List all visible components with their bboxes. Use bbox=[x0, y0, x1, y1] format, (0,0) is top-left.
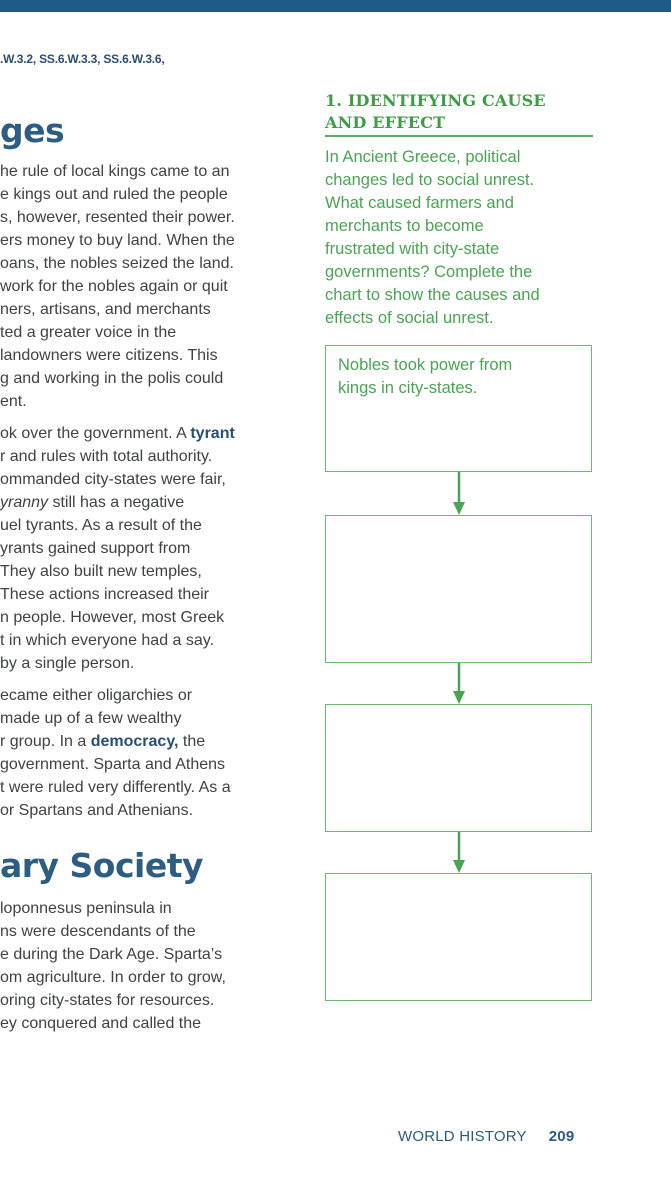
text-line: loponnesus peninsula in bbox=[0, 900, 172, 917]
vocab-term-tyrant: tyrant bbox=[190, 425, 235, 442]
prompt-line: chart to show the causes and bbox=[325, 286, 540, 304]
text-line: ent. bbox=[0, 393, 27, 410]
text-run: ok over the government. A bbox=[0, 425, 191, 442]
text-line: oans, the nobles seized the land. bbox=[0, 255, 234, 272]
text-line: yrants gained support from bbox=[0, 540, 191, 557]
body-paragraph-1 bbox=[0, 160, 292, 413]
answer-line: Nobles took power from bbox=[338, 356, 513, 374]
text-line: ey conquered and called the bbox=[0, 1015, 202, 1032]
text-line: uel tyrants. As a result of the bbox=[0, 517, 202, 534]
text-line: e kings out and ruled the people bbox=[0, 186, 228, 203]
text-line: They also built new temples, bbox=[0, 563, 202, 580]
top-color-bar bbox=[0, 0, 671, 12]
activity-title-line: AND EFFECT bbox=[325, 113, 446, 132]
vocab-term-democracy: democracy, bbox=[90, 733, 179, 750]
text-line: ecame either oligarchies or bbox=[0, 687, 193, 704]
activity-prompt bbox=[325, 146, 540, 330]
text-line: work for the nobles again or quit bbox=[0, 278, 228, 295]
text-line: t were ruled very differently. As a bbox=[0, 779, 231, 796]
text-line: n people. However, most Greek bbox=[0, 609, 225, 626]
prompt-line: merchants to become bbox=[325, 217, 484, 235]
body-paragraph-3 bbox=[0, 684, 292, 822]
text-line bbox=[0, 491, 292, 514]
cause-effect-box-2[interactable] bbox=[325, 515, 592, 663]
down-arrow-icon bbox=[453, 832, 465, 873]
text-line: om agriculture. In order to grow, bbox=[0, 969, 226, 986]
text-line bbox=[0, 730, 292, 753]
prompt-line: governments? Complete the bbox=[325, 263, 533, 281]
down-arrow-icon bbox=[453, 472, 465, 515]
text-line: ted a greater voice in the bbox=[0, 324, 177, 341]
text-line: government. Sparta and Athens bbox=[0, 756, 226, 773]
text-line: ers money to buy land. When the bbox=[0, 232, 235, 249]
prompt-line: frustrated with city-state bbox=[325, 240, 500, 258]
italic-term: yranny bbox=[0, 494, 49, 511]
text-line: r and rules with total authority. bbox=[0, 448, 213, 465]
text-line: These actions increased their bbox=[0, 586, 209, 603]
text-line bbox=[0, 422, 292, 445]
text-run: the bbox=[178, 733, 206, 750]
text-line: s, however, resented their power. bbox=[0, 209, 235, 226]
text-line: oring city-states for resources. bbox=[0, 992, 215, 1009]
body-paragraph-4 bbox=[0, 897, 292, 1035]
text-line: ns were descendants of the bbox=[0, 923, 196, 940]
text-line: e during the Dark Age. Sparta’s bbox=[0, 946, 223, 963]
activity-title bbox=[325, 90, 593, 137]
prompt-line: effects of social unrest. bbox=[325, 309, 494, 327]
text-line: landowners were citizens. This bbox=[0, 347, 218, 364]
cause-effect-box-1[interactable] bbox=[325, 345, 592, 472]
body-paragraph-2 bbox=[0, 422, 292, 675]
down-arrow-icon bbox=[453, 663, 465, 704]
text-run: still has a negative bbox=[48, 494, 185, 511]
cause-effect-box-3[interactable] bbox=[325, 704, 592, 832]
answer-text bbox=[326, 346, 591, 400]
answer-line: kings in city-states. bbox=[338, 379, 478, 397]
text-line: made up of a few wealthy bbox=[0, 710, 182, 727]
prompt-line: changes led to social unrest. bbox=[325, 171, 535, 189]
text-line: ommanded city-states were fair, bbox=[0, 471, 226, 488]
text-line: he rule of local kings came to an bbox=[0, 163, 230, 180]
section-heading: ges bbox=[0, 111, 65, 150]
page-number: 209 bbox=[548, 1128, 575, 1145]
text-line: ners, artisans, and merchants bbox=[0, 301, 211, 318]
text-line: by a single person. bbox=[0, 655, 135, 672]
text-line: or Spartans and Athenians. bbox=[0, 802, 194, 819]
cause-effect-box-4[interactable] bbox=[325, 873, 592, 1001]
prompt-line: In Ancient Greece, political bbox=[325, 148, 521, 166]
text-run: r group. In a bbox=[0, 733, 91, 750]
prompt-line: What caused farmers and bbox=[325, 194, 514, 212]
section-heading: ary Society bbox=[0, 846, 204, 885]
activity-title-line: 1. IDENTIFYING CAUSE bbox=[325, 91, 546, 110]
standards-codes: .W.3.2, SS.6.W.3.3, SS.6.W.3.6, bbox=[0, 52, 165, 66]
page-footer bbox=[398, 1128, 574, 1145]
text-line: t in which everyone had a say. bbox=[0, 632, 215, 649]
book-title: WORLD HISTORY bbox=[398, 1128, 527, 1145]
text-line: g and working in the polis could bbox=[0, 370, 224, 387]
